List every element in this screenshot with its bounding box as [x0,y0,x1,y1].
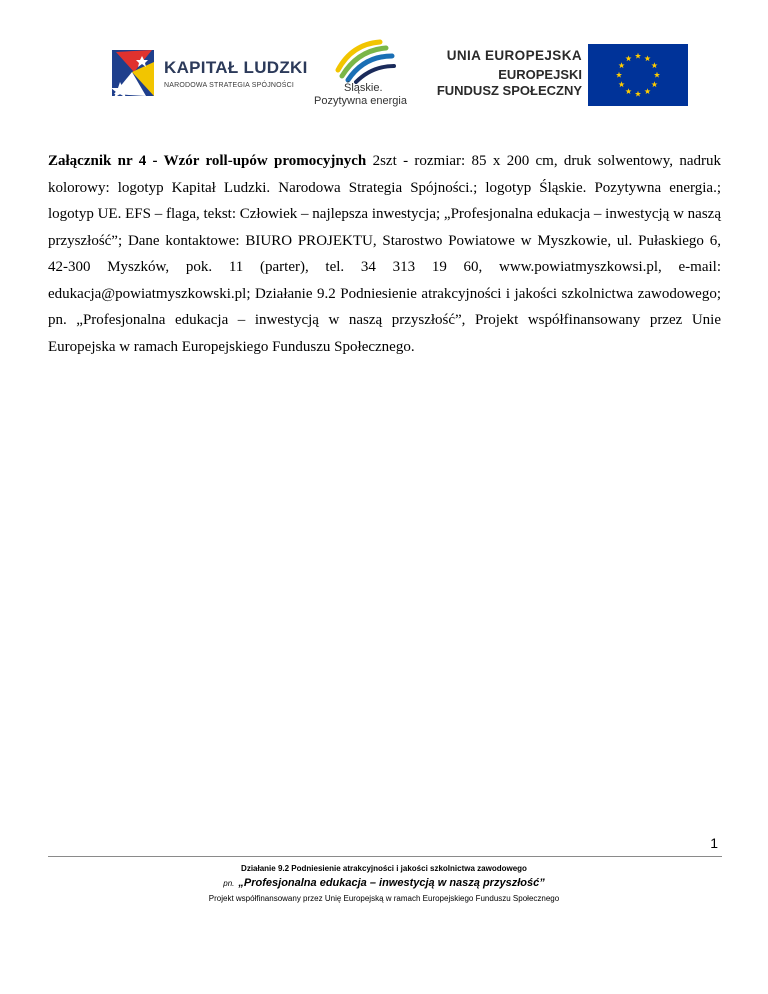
unia-europejska-text-logo [437,48,582,104]
kapital-ludzki-emblem-icon [112,42,162,100]
annex-paragraph [48,148,721,360]
logo-header [0,38,768,110]
slaskie-title: Śląskie. [344,82,383,94]
slaskie-tagline: Pozytywna energia [314,95,407,107]
kapital-ludzki-subtitle: NARODOWA STRATEGIA SPÓJNOŚCI [164,82,295,89]
slaskie-logo [312,38,420,110]
page-footer [0,859,768,906]
kapital-ludzki-logo [112,42,308,100]
europejski-label: EUROPEJSKI [498,67,582,82]
footer-project-line [0,875,768,892]
slaskie-waves-icon [312,38,420,84]
unia-europejska-label: UNIA EUROPEJSKA [446,48,582,63]
fundusz-spoleczny-label: FUNDUSZ SPOŁECZNY [436,83,582,98]
eu-flag-icon [588,44,688,106]
footer-project-name: „Profesjonalna edukacja – inwestycją w naszą przyszłość” [238,877,545,889]
footer-divider [48,856,722,857]
page-number: 1 [710,835,718,851]
annex-heading: Załącznik nr 4 - Wzór roll-upów promocyjnych [48,153,367,169]
footer-project-prefix: pn. [223,879,235,888]
annex-body-text: 2szt - rozmiar: 85 x 200 cm, druk solwentowy, nadruk kolorowy: logotyp Kapitał Ludzki. Narodowa Strategia Spójności.; logotyp Śląskie. Pozytywna energia.; logotyp UE. EFS – flaga, tekst: Człowiek – najlepsza inwestycja; „Profesjonalna edukacja – inwestycją w naszą przyszłość”; Dane kontaktowe: BIURO PROJEKTU, Starostwo Powiatowe w Myszkowie, ul. Pułaskiego 6, 42-300 Myszków, pok. 11 (parter), tel. 34 313 19 60, www.powiatmyszkowsi.pl, e-mail: edukacja@powiatmyszkowski.pl; Działanie 9.2 Podniesienie atrakcyjności i jakości szkolnictwa zawodowego; pn. „Profesjonalna edukacja – inwestycją w naszą przyszłość”, Projekt współfinansowany przez Unie Europejska w ramach Europejskiego Funduszu Społecznego. [48,153,721,355]
footer-action-line: Działanie 9.2 Podniesienie atrakcyjności i jakości szkolnictwa zawodowego [241,864,527,873]
footer-cofinancing-line: Projekt współfinansowany przez Unię Europejską w ramach Europejskiego Funduszu Społecznego [208,894,560,903]
kapital-ludzki-title: KAPITAŁ LUDZKI [164,58,308,77]
